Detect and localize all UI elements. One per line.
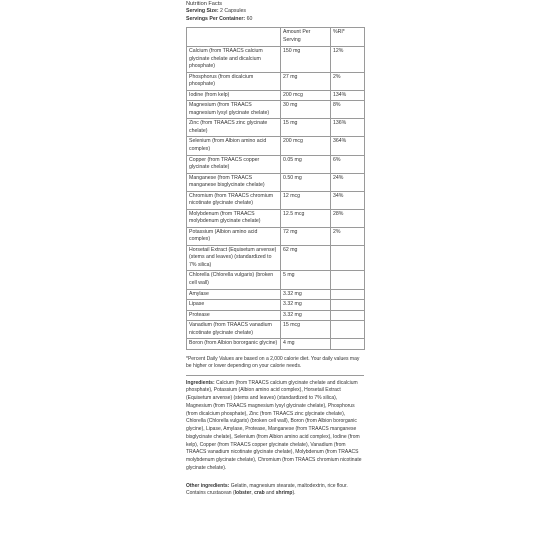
table-row — [187, 310, 365, 321]
column-header-nutrient — [187, 28, 281, 47]
table-row — [187, 227, 365, 245]
serving-size-line — [186, 8, 364, 16]
nutrient-name-cell: Horsetail Extract (Equisetum arvense) (stems and leaves) (standardized to 7% silica) — [187, 245, 281, 271]
ri-percent-cell — [331, 245, 365, 271]
nutrient-name-cell: Magnesium (from TRAACS magnesium lysyl glycinate chelate) — [187, 101, 281, 119]
ri-percent-cell: 24% — [331, 173, 365, 191]
table-row — [187, 101, 365, 119]
nutrient-table — [186, 27, 365, 350]
allergen-shrimp: shrimp — [275, 490, 293, 497]
allergen-separator: , — [251, 490, 255, 497]
nutrient-name-cell: Manganese (from TRAACS manganese bisglycinate chelate) — [187, 173, 281, 191]
ri-percent-cell — [331, 271, 365, 289]
nutrient-name-cell: Iodine (from kelp) — [187, 90, 281, 101]
column-header-amount: Amount Per Serving — [281, 28, 331, 47]
table-row — [187, 90, 365, 101]
nutrient-name-cell: Calcium (from TRAACS calcium glycinate chelate and dicalcium phosphate) — [187, 47, 281, 73]
amount-cell: 5 mg — [281, 271, 331, 289]
ri-percent-cell — [331, 300, 365, 311]
table-row — [187, 289, 365, 300]
ri-percent-cell: 364% — [331, 137, 365, 155]
ri-percent-cell: 134% — [331, 90, 365, 101]
column-header-ri: %RI* — [331, 28, 365, 47]
amount-cell: 27 mg — [281, 72, 331, 90]
table-row — [187, 191, 365, 209]
ri-percent-cell: 8% — [331, 101, 365, 119]
ri-percent-cell — [331, 310, 365, 321]
ingredients-text: Calcium (from TRAACS calcium glycinate chelate and dicalcium phosphate), Potassium (Albion amino acid complex), Horsetail Extract (Equisetum arvense) (stems and leaves) (standardized to 7% silica), Magnesium (from TRAACS magnesium lysyl glycinate chelate), Phosphorus (from dicalcium phosphate), Zinc (from TRAACS zinc glycinate chelate), Chlorella (Chlorella vulgaris) (broken cell wall), Boron (from Albion bororganic glycine), Lipase, Amylase, Protease, Manganese (from TRAACS manganese bisglycinate chelate), Selenium (from Albion amino acid complex), Iodine (from kelp), Copper (from TRAACS copper glycinate chelate), Vanadium (from TRAACS vanadium nicotinate glycinate chelate), Molybdenum (from TRAACS molybdenum glycinate chelate), Chromium (from TRAACS chromium nicotinate glycinate chelate). — [186, 379, 362, 471]
ri-percent-cell — [331, 289, 365, 300]
table-row — [187, 245, 365, 271]
table-row — [187, 339, 365, 350]
amount-cell: 62 mg — [281, 245, 331, 271]
table-row — [187, 300, 365, 311]
table-row — [187, 137, 365, 155]
amount-cell: 12.5 mcg — [281, 209, 331, 227]
nutrient-name-cell: Amylase — [187, 289, 281, 300]
amount-cell: 0.50 mg — [281, 173, 331, 191]
servings-per-container-line — [186, 16, 364, 24]
allergen-separator: and — [264, 490, 276, 497]
ri-percent-cell: 6% — [331, 155, 365, 173]
table-row — [187, 321, 365, 339]
nutrient-name-cell: Selenium (from Albion amino acid complex) — [187, 137, 281, 155]
amount-cell: 150 mg — [281, 47, 331, 73]
daily-values-footnote: *Percent Daily Values are based on a 2,000 calorie diet. Your daily values may be higher or lower depending on your calorie needs. — [186, 355, 360, 370]
other-ingredients-text: Gelatin, magnesium stearate, maltodextrin, rice flour. Contains crustacean ( — [186, 482, 348, 497]
amount-cell: 200 mcg — [281, 90, 331, 101]
amount-cell: 3.32 mg — [281, 310, 331, 321]
serving-size-label: Serving Size: — [186, 8, 219, 15]
amount-cell: 15 mg — [281, 119, 331, 137]
ri-percent-cell — [331, 339, 365, 350]
divider — [186, 375, 364, 376]
allergen-lobster: lobster — [234, 490, 252, 497]
nutrition-facts-panel — [186, 0, 364, 498]
table-row — [187, 209, 365, 227]
ri-percent-cell: 136% — [331, 119, 365, 137]
servings-per-container-label: Servings Per Container: — [186, 15, 246, 22]
nutrient-name-cell: Molybdenum (from TRAACS molybdenum glycinate chelate) — [187, 209, 281, 227]
table-row — [187, 72, 365, 90]
panel-title: Nutrition Facts — [186, 1, 223, 7]
amount-cell: 3.32 mg — [281, 289, 331, 300]
nutrient-name-cell: Potassium (Albion amino acid complex) — [187, 227, 281, 245]
table-row — [187, 155, 365, 173]
ri-percent-cell: 34% — [331, 191, 365, 209]
table-row — [187, 173, 365, 191]
ingredients-label: Ingredients: — [186, 379, 215, 386]
table-header-row — [187, 28, 365, 47]
nutrient-name-cell: Protease — [187, 310, 281, 321]
nutrient-name-cell: Zinc (from TRAACS zinc glycinate chelate) — [187, 119, 281, 137]
servings-per-container-value: 60 — [246, 15, 253, 22]
table-row — [187, 47, 365, 73]
other-ingredients-end: ). — [292, 490, 296, 497]
amount-cell: 15 mcg — [281, 321, 331, 339]
amount-cell: 200 mcg — [281, 137, 331, 155]
nutrient-name-cell: Vanadium (from TRAACS vanadium nicotinate glycinate chelate) — [187, 321, 281, 339]
nutrient-name-cell: Boron (from Albion bororganic glycine) — [187, 339, 281, 350]
ingredients-section — [186, 380, 364, 473]
nutrient-name-cell: Phosphorus (from dicalcium phosphate) — [187, 72, 281, 90]
nutrient-name-cell: Copper (from TRAACS copper glycinate chelate) — [187, 155, 281, 173]
ri-percent-cell: 12% — [331, 47, 365, 73]
amount-cell: 3.32 mg — [281, 300, 331, 311]
amount-cell: 12 mcg — [281, 191, 331, 209]
ri-percent-cell: 28% — [331, 209, 365, 227]
allergen-crab: crab — [254, 490, 265, 497]
table-row — [187, 119, 365, 137]
nutrient-name-cell: Chlorella (Chlorella vulgaris) (broken cell wall) — [187, 271, 281, 289]
nutrient-table-body — [187, 47, 365, 350]
nutrient-name-cell: Lipase — [187, 300, 281, 311]
serving-size-value: 2 Capsules — [220, 8, 246, 15]
table-row — [187, 271, 365, 289]
nutrient-name-cell: Chromium (from TRAACS chromium nicotinate glycinate chelate) — [187, 191, 281, 209]
other-ingredients-section — [186, 483, 364, 498]
ri-percent-cell: 2% — [331, 72, 365, 90]
amount-cell: 4 mg — [281, 339, 331, 350]
amount-cell: 72 mg — [281, 227, 331, 245]
ri-percent-cell — [331, 321, 365, 339]
other-ingredients-label: Other ingredients: — [186, 482, 230, 489]
ri-percent-cell: 2% — [331, 227, 365, 245]
amount-cell: 0.05 mg — [281, 155, 331, 173]
amount-cell: 30 mg — [281, 101, 331, 119]
